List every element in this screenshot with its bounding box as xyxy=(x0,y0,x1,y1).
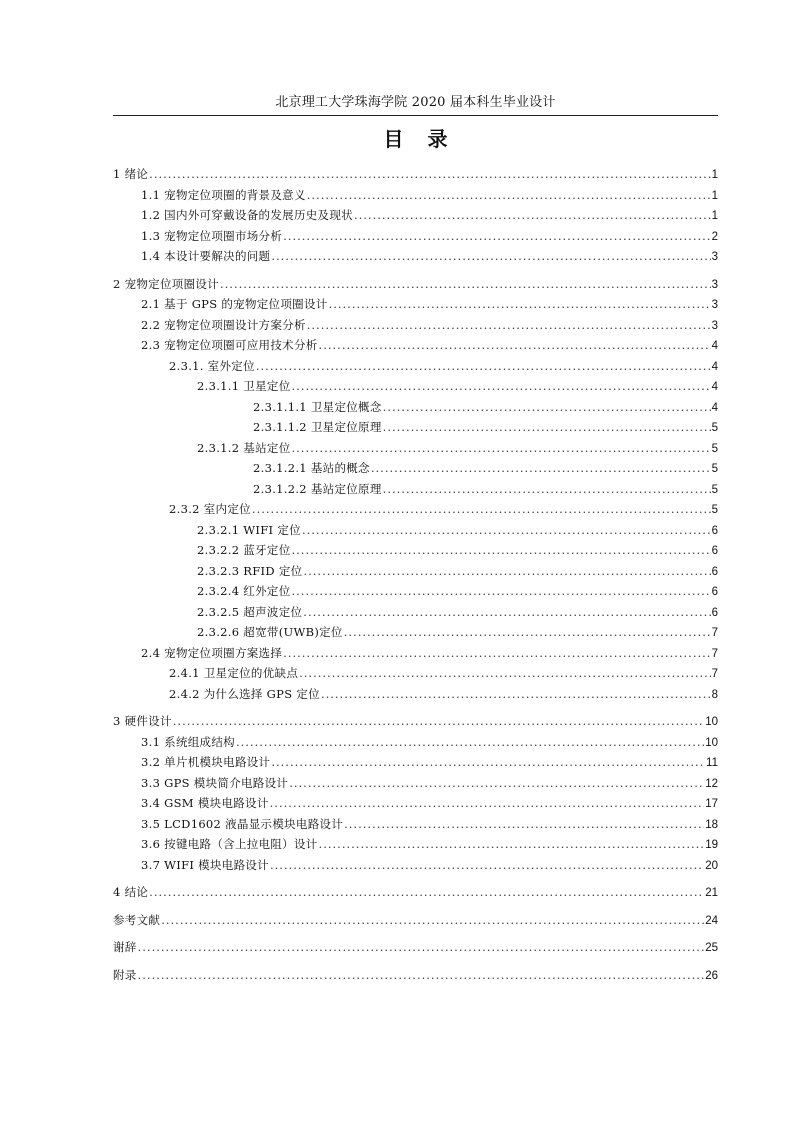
toc-entry-page-number: 2 xyxy=(711,230,718,243)
toc-entry[interactable] xyxy=(113,205,718,226)
toc-entry-label: 3.4 GSM 模块电路设计 xyxy=(141,796,269,810)
toc-entry-label: 2.3.1.1.1 卫星定位概念 xyxy=(253,399,382,414)
toc-entry[interactable] xyxy=(113,397,718,418)
toc-entry-page-number: 5 xyxy=(711,442,718,455)
toc-dot-leader xyxy=(303,602,710,623)
toc-entry[interactable] xyxy=(113,965,718,986)
toc-dot-leader xyxy=(383,417,711,438)
toc-entry-label: 2.3.1.2 基站定位 xyxy=(197,440,291,455)
toc-dot-leader xyxy=(289,773,704,794)
toc-entry[interactable] xyxy=(113,185,718,206)
toc-entry-page-number: 20 xyxy=(705,859,718,872)
toc-dot-leader xyxy=(321,684,711,705)
toc-title: 目录 xyxy=(383,127,472,151)
toc-dot-leader xyxy=(138,965,705,986)
toc-entry-page-number: 3 xyxy=(711,251,718,263)
toc-entry[interactable] xyxy=(113,479,718,500)
toc-entry[interactable] xyxy=(113,164,718,185)
toc-entry[interactable] xyxy=(113,376,718,397)
toc-entry-label: 2.3.2.1 WIFI 定位 xyxy=(197,522,301,537)
toc-dot-leader xyxy=(383,397,711,418)
toc-dot-leader xyxy=(303,561,710,582)
toc-entry[interactable] xyxy=(113,834,718,855)
toc-entry-page-number: 6 xyxy=(711,524,718,537)
section-gap xyxy=(113,958,718,965)
toc-entry[interactable] xyxy=(113,711,718,732)
toc-entry-page-number: 4 xyxy=(711,340,718,352)
toc-dot-leader xyxy=(292,540,711,561)
toc-entry[interactable] xyxy=(113,643,718,664)
toc-entry-page-number: 1 xyxy=(711,210,718,222)
toc-entry-label: 3.3 GPS 模块简介电路设计 xyxy=(141,775,289,790)
toc-entry-page-number: 4 xyxy=(711,401,718,414)
toc-entry[interactable] xyxy=(113,520,718,541)
toc-entry-label: 2.3.1.1.2 卫星定位原理 xyxy=(253,420,382,434)
toc-entry-label: 2.3.1.1 卫星定位 xyxy=(197,379,291,393)
toc-dot-leader xyxy=(149,164,710,185)
toc-dot-leader xyxy=(270,793,705,814)
toc-entry-label: 2.4 宠物定位项圈方案选择 xyxy=(141,645,283,660)
toc-entry-page-number: 1 xyxy=(711,189,718,202)
toc-entry[interactable] xyxy=(113,356,718,377)
toc-entry-label: 1.1 宠物定位项圈的背景及意义 xyxy=(141,187,306,202)
toc-dot-leader xyxy=(307,185,711,206)
toc-entry-page-number: 5 xyxy=(711,504,718,516)
toc-entry-page-number: 12 xyxy=(705,777,718,790)
toc-entry-page-number: 5 xyxy=(711,463,718,475)
toc-entry-label: 2.3.2.5 超声波定位 xyxy=(197,604,303,619)
toc-entry[interactable] xyxy=(113,684,718,705)
toc-dot-leader xyxy=(371,458,711,479)
toc-entry-label: 3.7 WIFI 模块电路设计 xyxy=(141,857,269,872)
toc-dot-leader xyxy=(292,438,711,459)
toc-entry[interactable] xyxy=(113,937,718,958)
toc-entry[interactable] xyxy=(113,458,718,479)
table-of-contents xyxy=(113,164,718,985)
section-gap xyxy=(113,704,718,711)
toc-entry-page-number: 10 xyxy=(705,716,718,728)
toc-dot-leader xyxy=(270,855,704,876)
toc-entry-label: 2.3.1.2.2 基站定位原理 xyxy=(253,481,382,496)
toc-entry-label: 3.6 按键电路（含上拉电阻）设计 xyxy=(141,837,318,851)
toc-entry-label: 2.4.1 卫星定位的优缺点 xyxy=(169,666,299,680)
toc-entry[interactable] xyxy=(113,602,718,623)
page-header: 北京理工大学珠海学院 2020 届本科生毕业设计 xyxy=(275,95,556,110)
toc-entry-label: 2.3.2.6 超宽带(UWB)定位 xyxy=(197,625,343,639)
toc-dot-leader xyxy=(256,356,711,377)
toc-entry-page-number: 5 xyxy=(711,483,718,496)
toc-dot-leader xyxy=(149,882,704,903)
toc-entry[interactable] xyxy=(113,663,718,684)
toc-dot-leader xyxy=(354,205,711,226)
toc-entry-page-number: 6 xyxy=(711,545,718,557)
toc-entry-page-number: 19 xyxy=(705,839,718,851)
toc-dot-leader xyxy=(252,499,711,520)
toc-dot-leader xyxy=(307,315,711,336)
toc-dot-leader xyxy=(283,643,710,664)
toc-dot-leader xyxy=(319,834,705,855)
toc-dot-leader xyxy=(344,814,704,835)
toc-entry[interactable] xyxy=(113,814,718,835)
toc-entry-page-number: 7 xyxy=(711,647,718,660)
toc-dot-leader xyxy=(329,294,711,315)
toc-entry[interactable] xyxy=(113,499,718,520)
toc-dot-leader xyxy=(283,226,710,247)
toc-entry[interactable] xyxy=(113,274,718,295)
toc-entry-page-number: 8 xyxy=(711,688,718,701)
toc-entry[interactable] xyxy=(113,335,718,356)
toc-entry[interactable] xyxy=(113,417,718,438)
toc-dot-leader xyxy=(383,479,711,500)
toc-entry-label: 谢辞 xyxy=(113,940,137,954)
toc-entry-label: 3.1 系统组成结构 xyxy=(141,734,235,749)
toc-entry-label: 2.1 基于 GPS 的宠物定位项圈设计 xyxy=(141,297,328,311)
toc-entry[interactable] xyxy=(113,622,718,643)
toc-entry-label: 2 宠物定位项圈设计 xyxy=(113,276,219,291)
toc-entry-page-number: 21 xyxy=(705,887,718,899)
toc-entry-page-number: 18 xyxy=(705,818,718,831)
toc-entry-label: 1.2 国内外可穿戴设备的发展历史及现状 xyxy=(141,208,353,222)
toc-entry-page-number: 7 xyxy=(711,627,718,639)
toc-entry[interactable] xyxy=(113,855,718,876)
toc-entry-label: 4 结论 xyxy=(113,885,149,899)
toc-entry-page-number: 3 xyxy=(711,278,718,291)
toc-entry-label: 2.4.2 为什么选择 GPS 定位 xyxy=(169,686,320,701)
toc-entry-label: 3.5 LCD1602 液晶显示模块电路设计 xyxy=(141,816,344,831)
toc-entry-page-number: 6 xyxy=(711,586,718,598)
toc-entry-label: 1.4 本设计要解决的问题 xyxy=(141,249,271,263)
toc-entry-page-number: 4 xyxy=(711,381,718,393)
toc-entry-label: 参考文献 xyxy=(113,912,161,927)
toc-entry[interactable] xyxy=(113,793,718,814)
toc-entry-page-number: 25 xyxy=(705,942,718,954)
toc-entry[interactable] xyxy=(113,315,718,336)
toc-entry-label: 2.3.2.3 RFID 定位 xyxy=(197,563,303,578)
toc-entry-label: 3.2 单片机模块电路设计 xyxy=(141,755,271,769)
toc-entry[interactable] xyxy=(113,910,718,931)
toc-entry[interactable] xyxy=(113,540,718,561)
toc-entry-page-number: 5 xyxy=(711,422,718,434)
toc-entry-label: 2.3 宠物定位项圈可应用技术分析 xyxy=(141,338,318,352)
toc-dot-leader xyxy=(299,663,710,684)
toc-entry-page-number: 3 xyxy=(711,319,718,332)
toc-entry-label: 2.3.2 室内定位 xyxy=(169,502,251,516)
toc-entry-label: 附录 xyxy=(113,967,137,982)
toc-entry[interactable] xyxy=(113,882,718,903)
toc-entry[interactable] xyxy=(113,438,718,459)
toc-entry-label: 2.2 宠物定位项圈设计方案分析 xyxy=(141,317,306,332)
toc-entry[interactable] xyxy=(113,732,718,753)
toc-entry-page-number: 4 xyxy=(711,360,718,373)
toc-entry-page-number: 24 xyxy=(705,914,718,927)
toc-entry[interactable] xyxy=(113,773,718,794)
toc-entry-page-number: 11 xyxy=(706,757,718,769)
toc-entry-page-number: 3 xyxy=(711,299,718,311)
toc-entry-page-number: 7 xyxy=(711,668,718,680)
toc-entry-label: 1 绪论 xyxy=(113,167,149,181)
toc-dot-leader xyxy=(138,937,705,958)
toc-entry-label: 1.3 宠物定位项圈市场分析 xyxy=(141,228,283,243)
section-gap xyxy=(113,903,718,910)
toc-entry-label: 2.3.1.2.1 基站的概念 xyxy=(253,461,370,475)
toc-entry-page-number: 1 xyxy=(711,169,718,181)
header-divider xyxy=(113,115,718,116)
toc-dot-leader xyxy=(344,622,711,643)
toc-entry-label: 2.3.1. 室外定位 xyxy=(169,358,255,373)
toc-entry-label: 3 硬件设计 xyxy=(113,714,172,728)
toc-entry-page-number: 10 xyxy=(705,736,718,749)
toc-entry-page-number: 6 xyxy=(711,606,718,619)
toc-dot-leader xyxy=(271,752,705,773)
toc-dot-leader xyxy=(271,246,710,267)
toc-dot-leader xyxy=(161,910,704,931)
toc-entry-label: 2.3.2.2 蓝牙定位 xyxy=(197,543,291,557)
toc-dot-leader xyxy=(319,335,711,356)
toc-entry-page-number: 26 xyxy=(705,969,718,982)
toc-entry[interactable] xyxy=(113,581,718,602)
toc-entry[interactable] xyxy=(113,752,718,773)
toc-dot-leader xyxy=(173,711,704,732)
section-gap xyxy=(113,267,718,274)
section-gap xyxy=(113,930,718,937)
toc-entry[interactable] xyxy=(113,226,718,247)
toc-entry-page-number: 6 xyxy=(711,565,718,578)
section-gap xyxy=(113,875,718,882)
toc-entry[interactable] xyxy=(113,561,718,582)
toc-entry[interactable] xyxy=(113,294,718,315)
toc-entry-page-number: 17 xyxy=(705,798,718,810)
toc-entry-label: 2.3.2.4 红外定位 xyxy=(197,584,291,598)
toc-dot-leader xyxy=(292,376,711,397)
toc-dot-leader xyxy=(220,274,711,295)
toc-dot-leader xyxy=(292,581,711,602)
toc-entry[interactable] xyxy=(113,246,718,267)
toc-dot-leader xyxy=(302,520,711,541)
toc-dot-leader xyxy=(236,732,704,753)
